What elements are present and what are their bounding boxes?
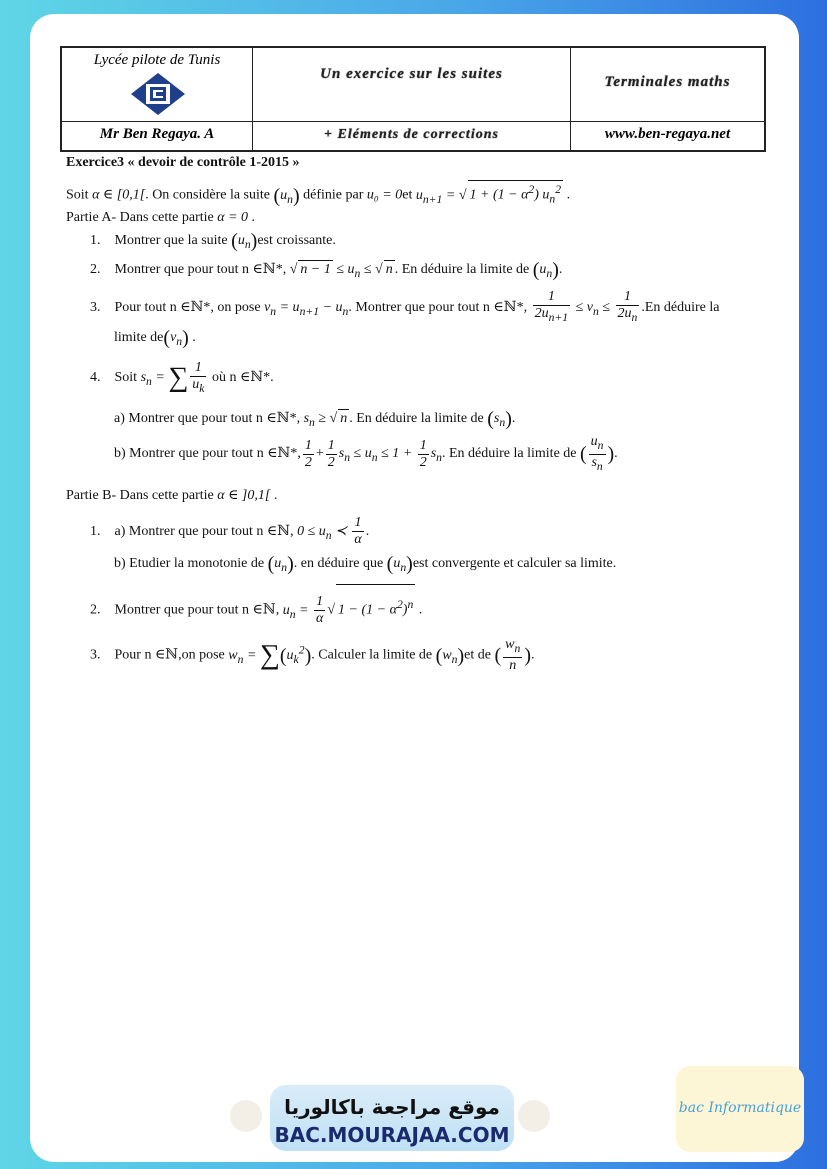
partB-q1b-text-b: . en déduire que bbox=[293, 556, 384, 572]
partA-q4b: b) Montrer que pour tout n ∈ℕ*, $\frac{1}{2}$ + $\frac{1}{2}$ $s_n \le u_n \le 1$ + $\frac{1}{2}$ $s_n$. En déduire la limite de ( $\frac{u_n}{s_n}$ ). bbox=[114, 433, 618, 473]
intro-def: définie par bbox=[303, 187, 364, 203]
footer-banner[interactable] bbox=[270, 1085, 514, 1151]
partB-q2-text: Montrer que pour tout n ∈ℕ, bbox=[114, 602, 280, 618]
author-name: Mr Ben Regaya. A bbox=[99, 126, 215, 142]
header-table bbox=[60, 46, 766, 152]
worksheet-title: Un exercice sur les suites bbox=[320, 66, 503, 82]
partA-q4-text: Soit bbox=[114, 370, 138, 386]
footer-badge-right-icon bbox=[518, 1100, 550, 1132]
partB-q3-text: Pour n ∈ℕ,on pose bbox=[114, 647, 225, 663]
partA-q3: 3. Pour tout n ∈ℕ*, on pose $v_n = u_{n+1} - u_n$. Montrer que pour tout n ∈ℕ*, $\frac{1}{2u_{n+1}}$ ≤ $v_n$ ≤ $\frac{1}{2u_n}$ .En déduire la bbox=[90, 289, 720, 325]
partA-q3-cont: limite $de(v_n)$ . bbox=[114, 327, 196, 349]
bac-informatique-badge bbox=[676, 1066, 804, 1152]
partA-q3-text-b: . Montrer que pour tout n ∈ℕ*, bbox=[348, 300, 528, 315]
partB-q1-num: 1. bbox=[90, 524, 101, 539]
school-logo-icon bbox=[130, 72, 186, 116]
intro-text: . On considère la suite bbox=[145, 187, 270, 203]
partA-q1: 1. Montrer que la suite $(u_n)est$ croissante. bbox=[90, 230, 336, 252]
partB-title: Partie B- Dans cette partie bbox=[66, 488, 214, 503]
exercise-heading: Exercice3 bbox=[66, 155, 125, 170]
partA-q4a: a) Montrer que pour tout n ∈ℕ*, $s_n$ ≥ √ n . En déduire la limite de $(s_n)$. bbox=[114, 407, 516, 430]
intro-et: et bbox=[402, 187, 413, 203]
partA-q1-text: Montrer que la suite bbox=[114, 233, 228, 249]
partB-q2: 2. Montrer que pour tout n ∈ℕ, $u_n$ = $\frac{1}{\alpha}$ √ $1 - (1 - \alpha^2)^n$ . bbox=[90, 584, 422, 634]
partA-q2: 2. Montrer que pour tout n ∈ℕ*, √ $n - 1 \le u_n$ ≤ √ n . En déduire la limite de $(u_n)$. bbox=[90, 258, 563, 281]
recurrence-formula: $u_{n+1}$ = √ $1 + (1 - \alpha^2)$ $u_n^2$ bbox=[416, 188, 563, 203]
partA-q2-text-b: . En déduire la limite de bbox=[394, 262, 530, 277]
recurrence-u: u bbox=[415, 187, 423, 203]
intro-alpha: α ∈ [0,1[ bbox=[92, 187, 146, 203]
partA-q4: 4. Soit $s_n$ = ∑ $\frac{1}{u_k}$ où n ∈ℕ*. bbox=[90, 359, 274, 395]
school-name: Lycée pilote de Tunis bbox=[93, 52, 221, 68]
partA-title: Partie A- Dans cette partie bbox=[66, 210, 214, 225]
partB-q3-text-c: et de bbox=[464, 647, 491, 663]
intro-line: Soit α ∈ [0,1[. On considère la suite $(u_n)$ définie par u₀ = 0et $u_{n+1}$ = √ $1 + (1 - \alpha^2)$ $u_n^2$ . bbox=[66, 180, 570, 208]
partA-q4b-text-b: . En déduire la limite de bbox=[441, 446, 577, 462]
partB-q1b-text-c: est convergente et calculer sa limite. bbox=[412, 556, 617, 572]
class-level: Terminales maths bbox=[604, 74, 731, 90]
bac-informatique-label: bac Informatique bbox=[678, 1100, 802, 1116]
intro-u0: u₀ = 0 bbox=[366, 187, 403, 203]
exercise-heading-line bbox=[66, 154, 300, 172]
exercise-subtitle: « devoir de contrôle 1-2015 » bbox=[127, 155, 300, 170]
website-label: www.ben-regaya.net bbox=[604, 126, 731, 142]
corrections-cell bbox=[253, 122, 571, 150]
corrections-label: + Eléments de corrections bbox=[324, 127, 499, 142]
author-cell bbox=[62, 122, 253, 150]
partB-title-line: Partie B- Dans cette partie α ∈ ]0,1[ . bbox=[66, 488, 278, 503]
intro-soit: Soit bbox=[66, 187, 89, 203]
footer-arabic-text: موقع مراجعة باكالوريا bbox=[284, 1095, 500, 1119]
sequence-un: $(u_n)$ bbox=[273, 184, 300, 207]
partA-q1-text-b: est croissante. bbox=[257, 233, 336, 249]
school-cell bbox=[62, 48, 253, 122]
partA-q2-text: Montrer que pour tout n ∈ℕ*, bbox=[114, 262, 287, 277]
footer-badge-left-icon bbox=[230, 1100, 262, 1132]
partA-q4a-text: a) Montrer que pour tout n ∈ℕ*, bbox=[114, 411, 301, 426]
partA-condition: α = 0 bbox=[217, 210, 249, 225]
partB-q3-num: 3. bbox=[90, 647, 101, 663]
partA-q4-num: 4. bbox=[90, 370, 101, 386]
level-cell bbox=[571, 48, 764, 122]
partB-q3-text-b: . Calculer la limite de bbox=[311, 647, 433, 663]
partA-q3-num: 3. bbox=[90, 300, 101, 315]
partA-q1-num: 1. bbox=[90, 233, 101, 249]
partB-q1a: 1. a) Montrer que pour tout n ∈ℕ, $0 \le u_n$ ≺ $\frac{1}{\alpha}$ . bbox=[90, 515, 370, 548]
partA-q4a-text-b: . En déduire la limite de bbox=[349, 411, 484, 426]
footer-url[interactable]: BAC.MOURAJAA.COM bbox=[274, 1123, 510, 1147]
partA-q4b-text: b) Montrer que pour tout n ∈ℕ*, bbox=[114, 446, 301, 462]
title-cell bbox=[253, 48, 571, 122]
partA-q3-text-c: .En déduire la bbox=[641, 300, 720, 315]
partB-q1a-text: a) Montrer que pour tout n ∈ℕ, bbox=[114, 524, 294, 539]
partB-q1b: b) Etudier la monotonie de $(u_n)$. en déduire que $(u_n)est$ convergente et calculer sa limite. bbox=[114, 553, 617, 575]
partB-q1b-text: b) Etudier la monotonie de bbox=[114, 556, 265, 572]
partA-q4-text-b: où n ∈ℕ*. bbox=[211, 370, 274, 386]
website-cell bbox=[571, 122, 764, 150]
partA-title-line: Partie A- Dans cette partie α = 0 . bbox=[66, 210, 256, 225]
partB-q3: 3. Pour n ∈ℕ,on pose $w_n = \sum(u_k^2)$. Calculer la limite de $(w_n)et$ de ( $\frac{w_n}{n}$ ). bbox=[90, 637, 535, 673]
partB-condition: α ∈ ]0,1[ bbox=[217, 488, 271, 503]
partB-q2-num: 2. bbox=[90, 602, 101, 618]
partA-q3-text: Pour tout n ∈ℕ*, on pose bbox=[114, 300, 261, 315]
partA-q3-text-d: limite de bbox=[114, 330, 164, 346]
partA-q2-num: 2. bbox=[90, 262, 101, 277]
